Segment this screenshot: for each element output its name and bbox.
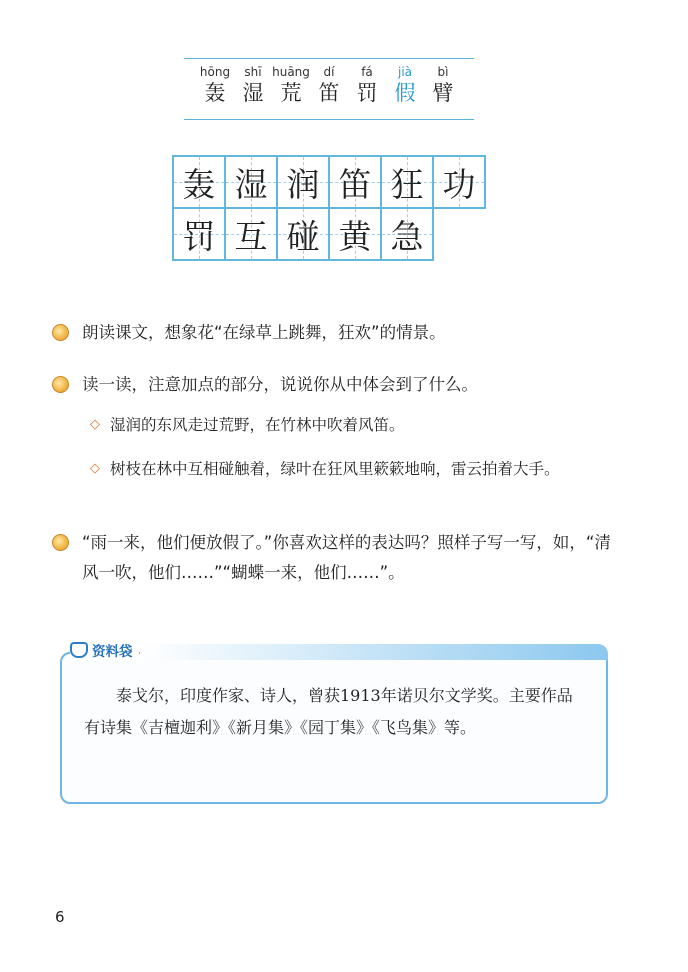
exercise-text: 读一读，注意加点的部分，说说你从中体会到了什么。: [82, 375, 478, 394]
resource-bag-icon: [70, 642, 88, 658]
grid-row-1: [172, 155, 484, 207]
char-item-polyphone: [389, 64, 421, 106]
exercise-text: 朗读课文，想象花“在绿草上跳舞，狂欢”的情景。: [82, 323, 446, 342]
grid-char: 功: [442, 164, 476, 204]
character: 湿: [242, 81, 264, 105]
exercise-bullet-icon: [52, 534, 69, 551]
pinyin: bì: [437, 65, 449, 79]
exercise-text: “雨一来，他们便放假了。”你喜欢这样的表达吗？照样子写一写，如，“清风一吹，他们……”“蝴蝶一来，他们……”。: [82, 533, 611, 582]
grid-char: 互: [234, 216, 268, 256]
diamond-bullet-icon: ◇: [90, 417, 100, 432]
char-item: [427, 64, 459, 106]
pinyin: fá: [361, 65, 373, 79]
pinyin: shī: [244, 65, 262, 79]
resource-label: 资料袋: [92, 644, 133, 660]
char-row: [184, 64, 474, 106]
top-rule: [184, 58, 474, 59]
grid-cell: [224, 207, 278, 261]
diamond-bullet-icon: ◇: [90, 461, 100, 476]
grid-char: 碰: [286, 216, 320, 256]
exercise-1: [52, 318, 652, 348]
grid-cell: [224, 155, 278, 209]
sentence-text: 湿润的东风走过荒野，在竹林中吹着风笛。: [110, 416, 405, 434]
grid-cell: [172, 207, 226, 261]
exercise-2: [52, 370, 652, 400]
grid-char: 黄: [338, 216, 372, 256]
character: 罚: [356, 81, 378, 105]
example-sentence-1: [90, 410, 660, 440]
bottom-rule: [184, 119, 474, 120]
grid-char: 狂: [390, 164, 424, 204]
character: 假: [394, 81, 416, 105]
exercise-bullet-icon: [52, 376, 69, 393]
resource-header-band: [140, 644, 608, 660]
grid-char: 急: [390, 216, 424, 256]
resource-text: 泰戈尔，印度作家、诗人，曾获1913年诺贝尔文学奖。主要作品有诗集《吉檀迦利》《新月集》《园丁集》《飞鸟集》等。: [84, 686, 573, 737]
page-number: 6: [55, 908, 65, 926]
character: 臂: [432, 81, 454, 105]
char-item: [237, 64, 269, 106]
char-item: [313, 64, 345, 106]
grid-char: 润: [286, 164, 320, 204]
example-sentence-2: [90, 454, 630, 484]
grid-cell: [432, 155, 486, 209]
grid-cell: [276, 207, 330, 261]
grid-char: 罚: [182, 216, 216, 256]
writing-grid: [172, 155, 484, 259]
char-item: [351, 64, 383, 106]
grid-row-2: [172, 207, 484, 259]
exercise-3: [52, 528, 612, 588]
pinyin-char-strip: [184, 58, 474, 120]
grid-char: 笛: [338, 164, 372, 204]
resource-bag: [60, 644, 608, 804]
grid-cell: [328, 207, 382, 261]
pinyin: huāng: [272, 65, 310, 79]
resource-tag: [70, 640, 139, 660]
char-item: [199, 64, 231, 106]
character: 轰: [204, 81, 226, 105]
char-item: [272, 64, 310, 106]
pinyin: jià: [397, 65, 413, 79]
pinyin: dí: [323, 65, 335, 79]
grid-cell: [328, 155, 382, 209]
exercise-bullet-icon: [52, 324, 69, 341]
character: 笛: [318, 81, 340, 105]
pinyin: hōng: [199, 65, 231, 79]
grid-char: 轰: [182, 164, 216, 204]
grid-cell: [380, 207, 434, 261]
grid-cell: [380, 155, 434, 209]
grid-char: 湿: [234, 164, 268, 204]
grid-cell: [276, 155, 330, 209]
character: 荒: [280, 81, 302, 105]
grid-cell: [172, 155, 226, 209]
sentence-text: 树枝在林中互相碰触着，绿叶在狂风里簌簌地响，雷云拍着大手。: [110, 460, 560, 478]
